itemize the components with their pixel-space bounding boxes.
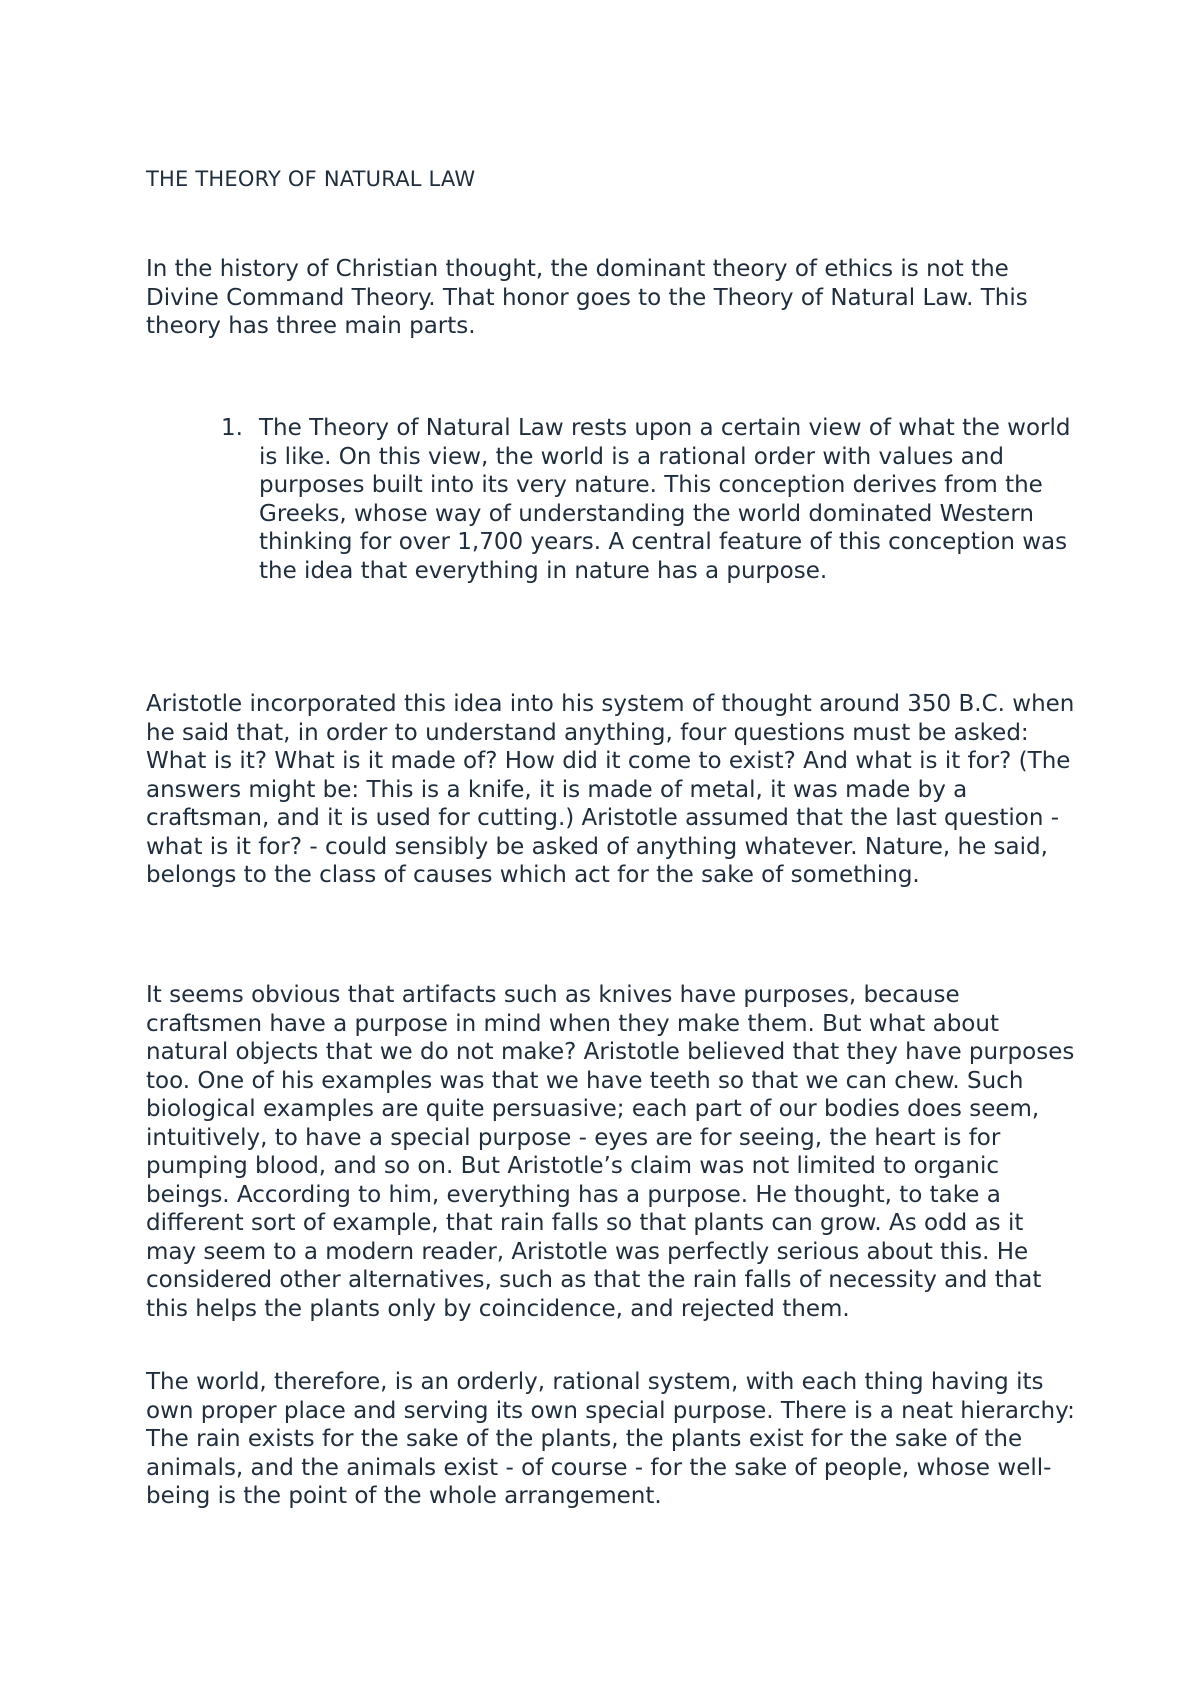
list-item-number: 1. <box>221 415 243 441</box>
aristotle-paragraph: Aristotle incorporated this idea into his system of thought around 350 B.C. when he said that, in order to understand anything, four questions must be asked: What is it? What is it made of? How did it come to exist? And what is it for? (The answers might be: This is a knife, it is made of metal, it was made by a craftsman, and it is used for cutting.) Aristotle assumed that the last question - what is it for? - could sensibly be asked of anything whatever. Nature, he said, belongs to the class of causes which act for the sake of something. <box>146 691 1075 888</box>
document-title: THE THEORY OF NATURAL LAW <box>146 167 476 191</box>
numbered-list <box>221 414 1071 585</box>
artifacts-paragraph: It seems obvious that artifacts such as knives have purposes, because craftsmen have a purpose in mind when they make them. But what about natural objects that we do not make? Aristotle believed that they have purposes too. One of his examples was that we have teeth so that we can chew. Such biological examples are quite persuasive; each part of our bodies does seem, intuitively, to have a special purpose - eyes are for seeing, the heart is for pumping blood, and so on. But Aristotle’s claim was not limited to organic beings. According to him, everything has a purpose. He thought, to take a different sort of example, that rain falls so that plants can grow. As odd as it may seem to a modern reader, Aristotle was perfectly serious about this. He considered other alternatives, such as that the rain falls of necessity and that this helps the plants only by coincidence, and rejected them. <box>146 982 1075 1322</box>
list-item-text: The Theory of Natural Law rests upon a certain view of what the world is like. On this view, the world is a rational order with values and purposes built into its very nature. This conception derives from the Greeks, whose way of understanding the world dominated Western thinking for over 1,700 years. A central feature of this conception was the idea that everything in nature has a purpose. <box>259 415 1071 584</box>
intro-paragraph: In the history of Christian thought, the dominant theory of ethics is not the Divine Command Theory. That honor goes to the Theory of Natural Law. This theory has three main parts. <box>146 256 1028 339</box>
world-paragraph: The world, therefore, is an orderly, rational system, with each thing having its own proper place and serving its own special purpose. There is a neat hierarchy: The rain exists for the sake of the plants, the plants exist for the sake of the animals, and the animals exist - of course - for the sake of people, whose well- being is the point of the whole arrangement. <box>146 1369 1075 1509</box>
list-item <box>221 414 1071 585</box>
